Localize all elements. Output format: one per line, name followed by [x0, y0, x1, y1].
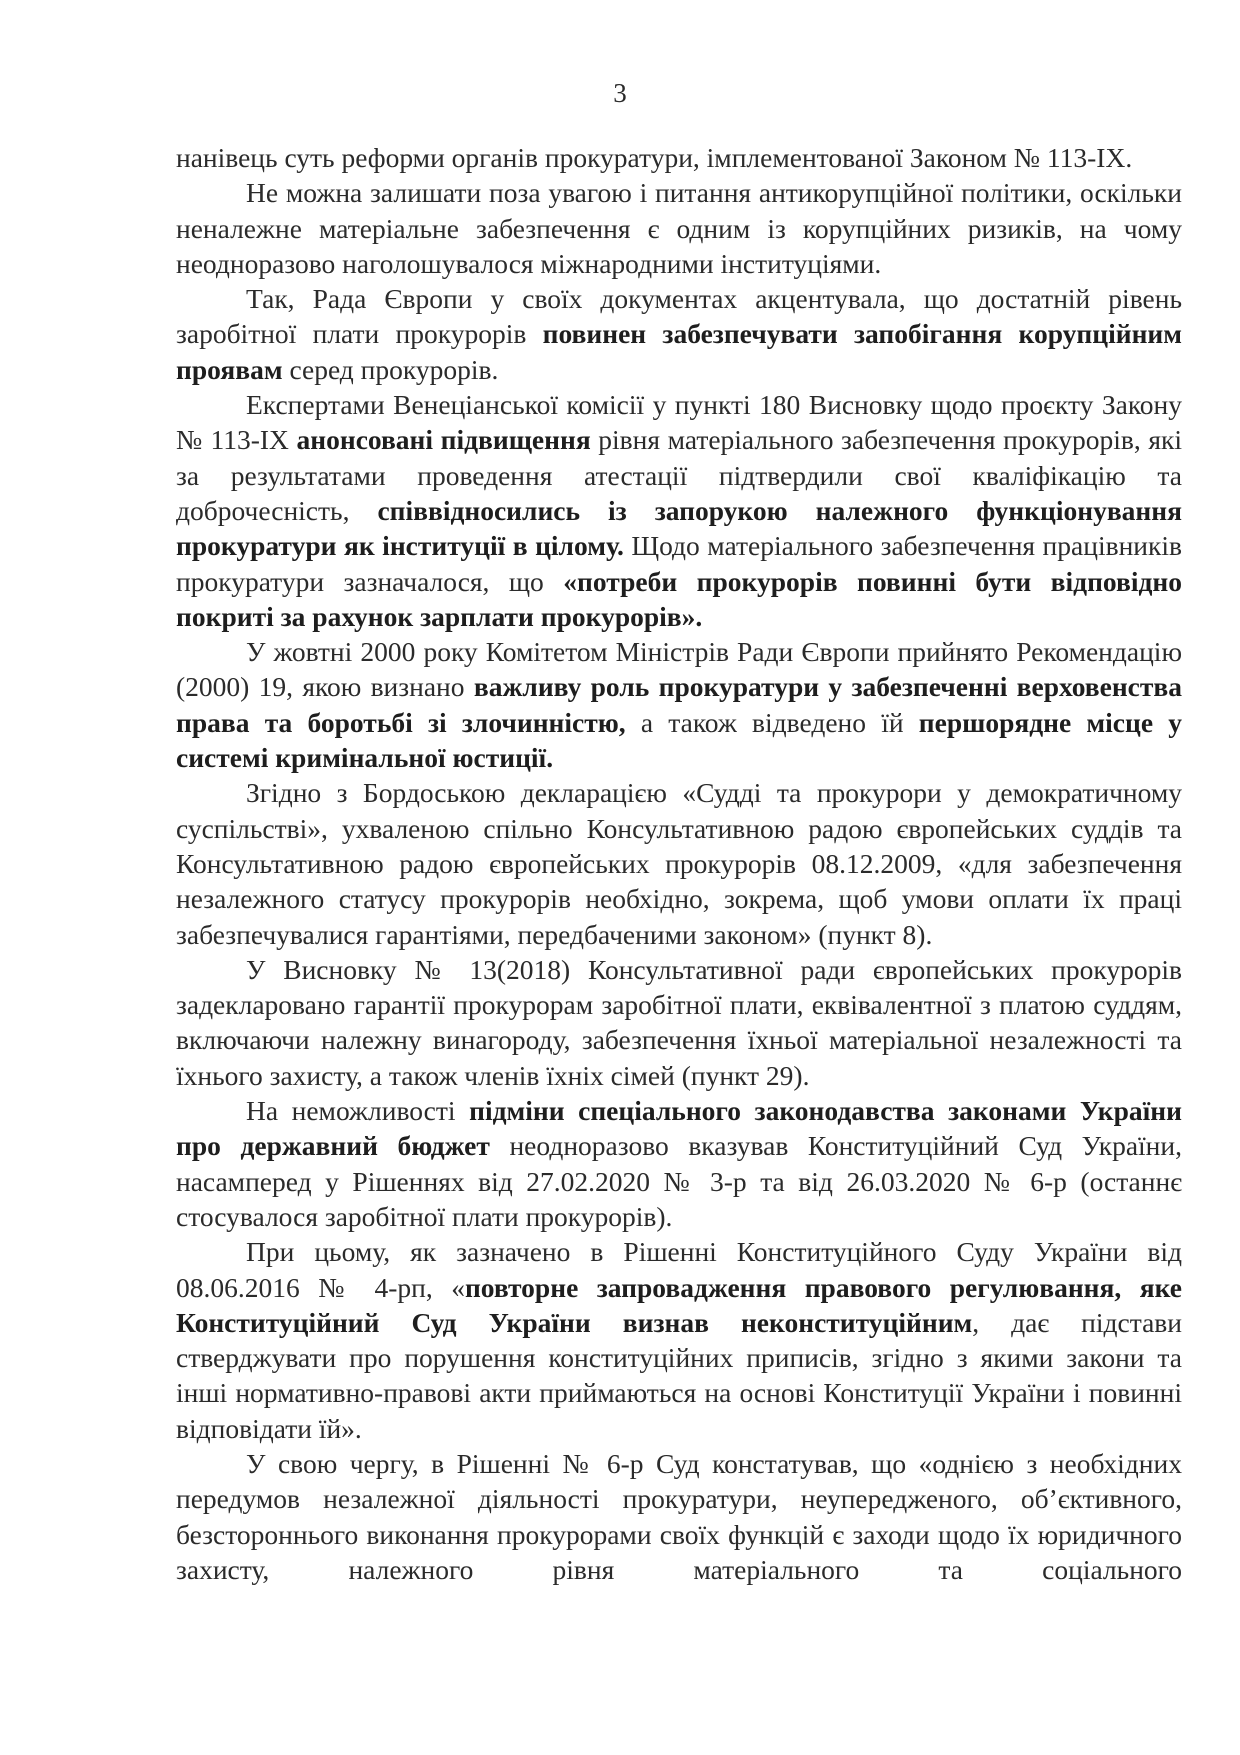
bold-text-run: першорядне місце у системі кримінальної юстиції.	[176, 706, 1182, 774]
paragraph	[176, 1234, 1182, 1446]
text-run: Так, Рада Європи у своїх документах акцентувала, що достатній рівень заробітної плати прокурорів	[176, 283, 1182, 350]
text-run: Не можна залишати поза увагою і питання антикорупційної політики, оскільки неналежне матеріальне забезпечення є одним із корупційних ризиків, на чому неодноразово наголошувалося міжнародними інституціями.	[176, 177, 1182, 279]
paragraph	[176, 952, 1182, 1093]
paragraph	[176, 775, 1182, 951]
paragraph	[176, 634, 1182, 775]
bold-text-run: повторне запровадження правового регулювання, яке Конституційний Суд України визнав неконституційним	[176, 1271, 1182, 1338]
text-run: а також відведено їй	[625, 706, 919, 738]
paragraph	[176, 140, 1182, 175]
bold-text-run: підміни спеціального законодавства законами України про державний бюджет	[176, 1095, 1182, 1162]
text-run: рівня матеріального забезпечення прокурорів, які за результатами проведення атестації підтвердили свої кваліфікацію та доброчесність,	[176, 424, 1182, 526]
text-run: неодноразово вказував Конституційний Суд України, насамперед у Рішеннях від 27.02.2020 № 3-р та від 26.03.2020 № 6-р (останнє стосувалося заробітної плати прокурорів).	[176, 1130, 1182, 1232]
text-run: У свою чергу, в Рішенні № 6-р Суд констатував, що «однією з необхідних передумов незалежної діяльності прокуратури, неупередженого, об’єктивного, безстороннього виконання прокурорами своїх функцій є заходи щодо їх юридичного захисту, належного рівня матеріального та соціального	[176, 1447, 1182, 1585]
paragraph	[176, 387, 1182, 634]
bold-text-run: повинен забезпечувати запобігання корупційним проявам	[176, 318, 1182, 385]
paragraph	[176, 1093, 1182, 1234]
text-run: На неможливості	[246, 1095, 470, 1127]
text-run: , дає підстави стверджувати про порушення конституційних приписів, згідно з якими закони та інші нормативно-правові акти приймаються на основі Конституції України і повинні відповідати їй».	[176, 1306, 1182, 1444]
bold-text-run: співвідносились із запорукою належного функціонування прокуратури як інституції в цілому.	[176, 494, 1182, 562]
paragraph	[176, 281, 1182, 387]
text-run: Експертами Венеціанської комісії у пункті 180 Висновку щодо проєкту Закону № 113-IX	[176, 389, 1182, 456]
text-run: При цьому, як зазначено в Рішенні Конституційного Суду України від 08.06.2016 № 4-рп, «	[176, 1236, 1182, 1303]
paragraph	[176, 1446, 1182, 1587]
bold-text-run: «потреби прокурорів повинні бути відповідно покриті за рахунок зарплати прокурорів».	[176, 565, 1182, 632]
text-run: серед прокурорів.	[282, 353, 499, 385]
paragraph	[176, 175, 1182, 281]
page-number: 3	[613, 78, 627, 108]
text-run: Щодо матеріального забезпечення працівників прокуратури зазначалося, що	[176, 530, 1182, 597]
text-run: нанівець суть реформи органів прокуратури, імплементованої Законом № 113-IX.	[176, 142, 1133, 173]
document-body	[176, 140, 1182, 1587]
bold-text-run: важливу роль прокуратури у забезпеченні верховенства права та боротьбі зі злочинністю,	[176, 671, 1182, 738]
text-run: У Висновку № 13(2018) Консультативної ради європейських прокурорів задекларовано гарантії прокурорам заробітної плати, еквівалентної з платою суддям, включаючи належну винагороду, забезпечення їхньої матеріальної незалежності та їхнього захисту, а також членів їхніх сімей (пункт 29).	[176, 953, 1182, 1091]
text-run: У жовтні 2000 року Комітетом Міністрів Ради Європи прийнято Рекомендацію (2000) 19, якою визнано	[176, 636, 1182, 703]
text-run: Згідно з Бордоською декларацією «Судді та прокурори у демократичному суспільстві», ухваленою спільно Консультативною радою європейських суддів та Консультативною радою європейських прокурорів 08.12.2009, «для забезпечення незалежного статусу прокурорів необхідно, зокрема, щоб умови оплати їх праці забезпечувалися гарантіями, передбаченими законом» (пункт 8).	[176, 777, 1182, 950]
bold-text-run: анонсовані підвищення	[296, 424, 591, 456]
